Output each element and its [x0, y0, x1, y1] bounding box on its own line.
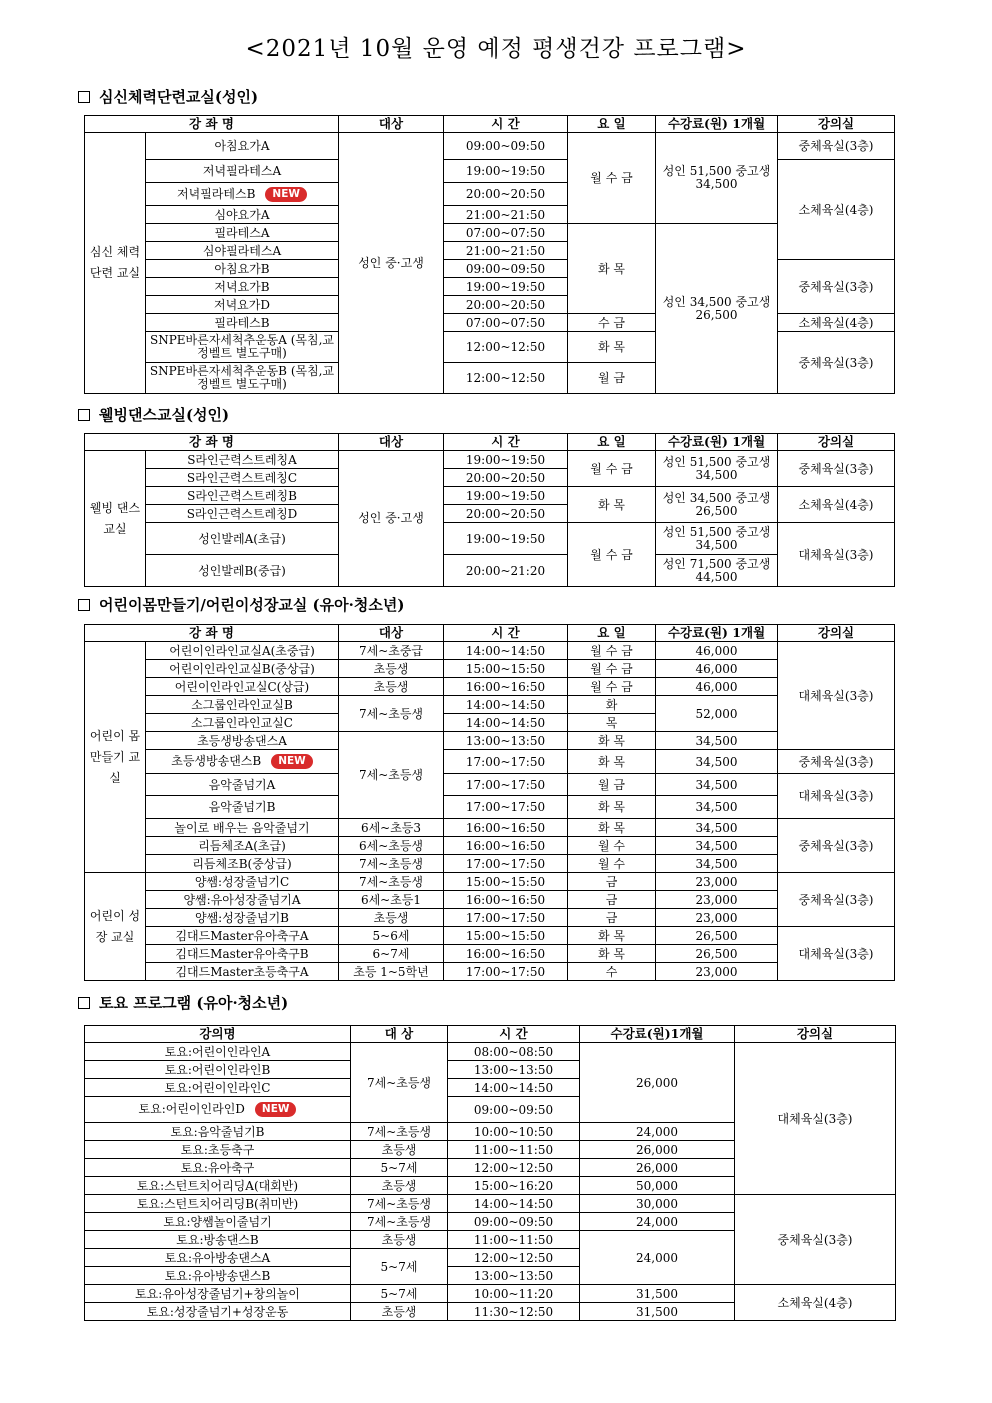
- category-cell: 심신 체력 단련 교실: [85, 133, 146, 394]
- table-2: [84, 433, 895, 587]
- day-cell: 화 목: [568, 796, 656, 819]
- target-cell: 초등생: [339, 909, 444, 927]
- day-cell: 수 금: [568, 314, 656, 332]
- time-cell: 07:00~07:50: [444, 224, 568, 242]
- fee-cell: 23,000: [656, 963, 778, 981]
- room-cell: 중체육실(3층): [735, 1195, 896, 1285]
- fee-cell: 23,000: [656, 873, 778, 891]
- table-row: [85, 963, 895, 981]
- course-name: 어린이인라인교실A(초중급): [146, 642, 339, 660]
- course-name: 아침요가B: [146, 260, 339, 278]
- time-cell: 19:00~19:50: [444, 451, 568, 469]
- target-cell: 초등생: [339, 678, 444, 696]
- target-cell: 5~7세: [351, 1159, 448, 1177]
- day-cell: 월 금: [568, 363, 656, 394]
- course-name-text: 초등생방송댄스B: [171, 754, 262, 768]
- table-row: [85, 678, 895, 696]
- table-row: [85, 642, 895, 660]
- header-fee: 수강료(원) 1개월: [656, 434, 778, 451]
- course-name: SNPE바른자세척추운동B (목침,교정벨트 별도구매): [146, 363, 339, 394]
- target-cell: 초등생: [351, 1303, 448, 1321]
- time-cell: 17:00~17:50: [444, 909, 568, 927]
- target-cell: 초등생: [351, 1231, 448, 1249]
- fee-cell: 성인 34,500 중고생 26,500: [656, 224, 778, 394]
- course-name: 토요:유아성장줄넘기+창의놀이: [85, 1285, 351, 1303]
- time-cell: 15:00~15:50: [444, 873, 568, 891]
- course-name: 어린이인라인교실C(상급): [146, 678, 339, 696]
- day-cell: 화 목: [568, 332, 656, 363]
- checkbox-icon: [78, 91, 90, 103]
- header-name: 강 좌 명: [85, 625, 339, 642]
- fee-cell: 34,500: [656, 796, 778, 819]
- course-name: 음악줄넘기A: [146, 774, 339, 796]
- header-time: 시 간: [448, 1026, 580, 1043]
- time-cell: 12:00~12:50: [444, 363, 568, 394]
- fee-cell: 26,000: [580, 1043, 735, 1123]
- time-cell: 16:00~16:50: [444, 678, 568, 696]
- table-row: [85, 523, 895, 555]
- table-row: [85, 224, 895, 242]
- target-cell: 7세~초등생: [339, 732, 444, 819]
- table-3: [84, 624, 895, 981]
- time-cell: 11:00~11:50: [448, 1231, 580, 1249]
- course-name: 토요:방송댄스B: [85, 1231, 351, 1249]
- fee-cell: 34,500: [656, 855, 778, 873]
- course-name: 초등생방송댄스A: [146, 732, 339, 750]
- course-name: 김대드Master유아축구A: [146, 927, 339, 945]
- course-name: 토요:유아방송댄스B: [85, 1267, 351, 1285]
- header-room: 강의실: [778, 116, 895, 133]
- time-cell: 07:00~07:50: [444, 314, 568, 332]
- course-name: 토요:유아방송댄스A: [85, 1249, 351, 1267]
- day-cell: 월 금: [568, 774, 656, 796]
- time-cell: 12:00~12:50: [448, 1159, 580, 1177]
- table-row: [85, 660, 895, 678]
- course-name: 성인발레B(중급): [146, 555, 339, 587]
- day-cell: 화: [568, 696, 656, 714]
- checkbox-icon: [78, 409, 90, 421]
- fee-cell: 31,500: [580, 1285, 735, 1303]
- section2-title: 웰빙댄스교실(성인): [99, 406, 230, 424]
- target-cell: 6세~초등3: [339, 819, 444, 837]
- table-header-row: [85, 625, 895, 642]
- header-time: 시 간: [444, 434, 568, 451]
- target-cell: 초등생: [351, 1177, 448, 1195]
- time-cell: 10:00~10:50: [448, 1123, 580, 1141]
- time-cell: 20:00~20:50: [444, 183, 568, 206]
- table-row: [85, 732, 895, 750]
- day-cell: 화 목: [568, 487, 656, 523]
- table-row: [85, 750, 895, 774]
- room-cell: 소체육실(4층): [778, 314, 895, 332]
- course-name: 놀이로 배우는 음악줄넘기: [146, 819, 339, 837]
- section4-title: 토요 프로그램 (유아·청소년): [99, 994, 289, 1012]
- category-cell: 웰빙 댄스 교실: [85, 451, 146, 587]
- target-cell: 초등생: [339, 660, 444, 678]
- new-badge: NEW: [255, 1102, 297, 1117]
- fee-cell: 30,000: [580, 1195, 735, 1213]
- table-row: [85, 891, 895, 909]
- room-cell: 중체육실(3층): [778, 819, 895, 873]
- fee-cell: 34,500: [656, 819, 778, 837]
- time-cell: 09:00~09:50: [448, 1097, 580, 1123]
- day-cell: 금: [568, 873, 656, 891]
- header-name: 강 좌 명: [85, 116, 339, 133]
- header-name: 강 좌 명: [85, 434, 339, 451]
- time-cell: 09:00~09:50: [448, 1213, 580, 1231]
- header-fee: 수강료(원) 1개월: [656, 625, 778, 642]
- table-row: [85, 945, 895, 963]
- target-cell: 7세~초등생: [351, 1213, 448, 1231]
- time-cell: 20:00~21:20: [444, 555, 568, 587]
- time-cell: 11:30~12:50: [448, 1303, 580, 1321]
- course-name: 토요:어린이인라인B: [85, 1061, 351, 1079]
- day-cell: 월 수: [568, 837, 656, 855]
- time-cell: 16:00~16:50: [444, 891, 568, 909]
- day-cell: 화 목: [568, 732, 656, 750]
- table-row: [85, 774, 895, 796]
- fee-cell: 34,500: [656, 774, 778, 796]
- course-name: 양쌤:유아성장줄넘기A: [146, 891, 339, 909]
- target-cell: 7세~초등생: [339, 873, 444, 891]
- course-name: 토요:초등축구: [85, 1141, 351, 1159]
- table-1: [84, 115, 895, 394]
- table-header-row: [85, 116, 895, 133]
- header-name: 강의명: [85, 1026, 351, 1043]
- day-cell: 월 수 금: [568, 133, 656, 224]
- fee-cell: 23,000: [656, 891, 778, 909]
- fee-cell: 31,500: [580, 1303, 735, 1321]
- time-cell: 21:00~21:50: [444, 242, 568, 260]
- header-time: 시 간: [444, 625, 568, 642]
- table-row: [85, 1043, 896, 1061]
- table-row: [85, 855, 895, 873]
- course-name: 저녁필라테스A: [146, 160, 339, 183]
- time-cell: 13:00~13:50: [448, 1267, 580, 1285]
- fee-cell: 52,000: [656, 696, 778, 732]
- course-name: 성인발레A(초급): [146, 523, 339, 555]
- fee-cell: 46,000: [656, 642, 778, 660]
- header-target: 대상: [339, 434, 444, 451]
- room-cell: 중체육실(3층): [778, 133, 895, 160]
- table-row: [85, 837, 895, 855]
- fee-cell: 26,000: [580, 1141, 735, 1159]
- time-cell: 17:00~17:50: [444, 796, 568, 819]
- target-cell: 5~7세: [351, 1249, 448, 1285]
- target-cell: 초등 1~5학년: [339, 963, 444, 981]
- course-name: 토요:성장줄넘기+성장운동: [85, 1303, 351, 1321]
- day-cell: 화 목: [568, 945, 656, 963]
- time-cell: 19:00~19:50: [444, 487, 568, 505]
- target-cell: 초등생: [351, 1141, 448, 1159]
- table-row: [85, 819, 895, 837]
- target-cell: 6세~초등생: [339, 837, 444, 855]
- time-cell: 08:00~08:50: [448, 1043, 580, 1061]
- section1-title: 심신체력단련교실(성인): [99, 88, 259, 106]
- room-cell: 대체육실(3층): [778, 774, 895, 819]
- room-cell: 중체육실(3층): [778, 873, 895, 927]
- time-cell: 15:00~16:20: [448, 1177, 580, 1195]
- header-fee: 수강료(원)1개월: [580, 1026, 735, 1043]
- time-cell: 20:00~20:50: [444, 505, 568, 523]
- fee-cell: 34,500: [656, 732, 778, 750]
- table-row: [85, 1285, 896, 1303]
- room-cell: 대체육실(3층): [778, 927, 895, 981]
- course-name: 토요:스턴트치어리딩A(대회반): [85, 1177, 351, 1195]
- time-cell: 16:00~16:50: [444, 837, 568, 855]
- time-cell: 17:00~17:50: [444, 963, 568, 981]
- fee-cell: 24,000: [580, 1123, 735, 1141]
- target-cell: 5~7세: [351, 1285, 448, 1303]
- time-cell: 14:00~14:50: [444, 642, 568, 660]
- day-cell: 화 목: [568, 224, 656, 314]
- time-cell: 15:00~15:50: [444, 660, 568, 678]
- course-name: 저녁요가B: [146, 278, 339, 296]
- header-target: 대 상: [351, 1026, 448, 1043]
- section3-heading: [78, 594, 404, 615]
- time-cell: 14:00~14:50: [448, 1079, 580, 1097]
- fee-cell: 50,000: [580, 1177, 735, 1195]
- target-cell: 6세~초등1: [339, 891, 444, 909]
- target-cell: 6~7세: [339, 945, 444, 963]
- target-cell: 성인 중·고생: [339, 133, 444, 394]
- day-cell: 월 수 금: [568, 523, 656, 587]
- course-name: 어린이인라인교실B(중상급): [146, 660, 339, 678]
- fee-cell: 46,000: [656, 660, 778, 678]
- table-row: [85, 555, 895, 587]
- fee-cell: 24,000: [580, 1213, 735, 1231]
- time-cell: 14:00~14:50: [444, 696, 568, 714]
- fee-cell: 성인 71,500 중고생 44,500: [656, 555, 778, 587]
- table-row: [85, 1195, 896, 1213]
- day-cell: 화 목: [568, 927, 656, 945]
- header-room: 강의실: [735, 1026, 896, 1043]
- course-name: 리듬체조B(중상급): [146, 855, 339, 873]
- time-cell: 12:00~12:50: [444, 332, 568, 363]
- target-cell: 성인 중·고생: [339, 451, 444, 587]
- time-cell: 17:00~17:50: [444, 774, 568, 796]
- table-row: [85, 873, 895, 891]
- course-name: S라인근력스트레칭B: [146, 487, 339, 505]
- course-name-new: [85, 1097, 351, 1123]
- time-cell: 19:00~19:50: [444, 523, 568, 555]
- header-room: 강의실: [778, 625, 895, 642]
- fee-cell: 34,500: [656, 750, 778, 774]
- time-cell: 19:00~19:50: [444, 160, 568, 183]
- time-cell: 12:00~12:50: [448, 1249, 580, 1267]
- time-cell: 21:00~21:50: [444, 206, 568, 224]
- time-cell: 14:00~14:50: [448, 1195, 580, 1213]
- course-name: 소그룹인라인교실B: [146, 696, 339, 714]
- table-row: [85, 696, 895, 714]
- course-name: 양쌤:성장줄넘기B: [146, 909, 339, 927]
- checkbox-icon: [78, 599, 90, 611]
- fee-cell: 34,500: [656, 837, 778, 855]
- header-fee: 수강료(원) 1개월: [656, 116, 778, 133]
- course-name: 토요:어린이인라인C: [85, 1079, 351, 1097]
- day-cell: 월 수 금: [568, 451, 656, 487]
- category-cell: 어린이 성장 교실: [85, 873, 146, 981]
- fee-cell: 26,500: [656, 945, 778, 963]
- course-name: S라인근력스트레칭C: [146, 469, 339, 487]
- day-cell: 월 수 금: [568, 660, 656, 678]
- table-row: [85, 927, 895, 945]
- header-time: 시 간: [444, 116, 568, 133]
- fee-cell: 성인 51,500 중고생 34,500: [656, 523, 778, 555]
- target-cell: 5~6세: [339, 927, 444, 945]
- course-name: 저녁요가D: [146, 296, 339, 314]
- fee-cell: 성인 34,500 중고생 26,500: [656, 487, 778, 523]
- time-cell: 17:00~17:50: [444, 750, 568, 774]
- course-name-text: 토요:어린이인라인D: [138, 1102, 245, 1116]
- header-room: 강의실: [778, 434, 895, 451]
- room-cell: 중체육실(3층): [778, 750, 895, 774]
- target-cell: 7세~초등생: [351, 1123, 448, 1141]
- fee-cell: 24,000: [580, 1231, 735, 1285]
- room-cell: 중체육실(3층): [778, 451, 895, 487]
- section1-heading: [78, 86, 258, 107]
- course-name: 토요:양쌤놀이줄넘기: [85, 1213, 351, 1231]
- page-title: <2021년 10월 운영 예정 평생건강 프로그램>: [245, 36, 747, 62]
- section2-heading: [78, 404, 229, 425]
- fee-cell: 성인 51,500 중고생 34,500: [656, 133, 778, 224]
- course-name: S라인근력스트레칭A: [146, 451, 339, 469]
- day-cell: 화 목: [568, 750, 656, 774]
- day-cell: 월 수 금: [568, 642, 656, 660]
- fee-cell: 26,500: [656, 927, 778, 945]
- time-cell: 09:00~09:50: [444, 260, 568, 278]
- table-row: [85, 796, 895, 819]
- room-cell: 중체육실(3층): [778, 260, 895, 314]
- header-day: 요 일: [568, 434, 656, 451]
- table-4: [84, 1025, 896, 1321]
- room-cell: 소체육실(4층): [778, 487, 895, 523]
- course-name: 소그룹인라인교실C: [146, 714, 339, 732]
- fee-cell: 46,000: [656, 678, 778, 696]
- target-cell: 7세~초등생: [351, 1195, 448, 1213]
- course-name: 김대드Master초등축구A: [146, 963, 339, 981]
- course-name: 심야필라테스A: [146, 242, 339, 260]
- target-cell: 7세~초등생: [351, 1043, 448, 1123]
- room-cell: 소체육실(4층): [778, 160, 895, 260]
- section3-title: 어린이몸만들기/어린이성장교실 (유아·청소년): [99, 596, 405, 614]
- course-name: S라인근력스트레칭D: [146, 505, 339, 523]
- course-name: 토요:스턴트치어리딩B(취미반): [85, 1195, 351, 1213]
- course-name: 토요:유아축구: [85, 1159, 351, 1177]
- time-cell: 16:00~16:50: [444, 819, 568, 837]
- course-name-new: [146, 183, 339, 206]
- header-target: 대상: [339, 625, 444, 642]
- course-name: 토요:음악줄넘기B: [85, 1123, 351, 1141]
- time-cell: 14:00~14:50: [444, 714, 568, 732]
- course-name: 필라테스B: [146, 314, 339, 332]
- table-header-row: [85, 434, 895, 451]
- table-row: [85, 487, 895, 505]
- day-cell: 금: [568, 891, 656, 909]
- course-name: 필라테스A: [146, 224, 339, 242]
- room-cell: 대체육실(3층): [778, 523, 895, 587]
- day-cell: 월 수: [568, 855, 656, 873]
- course-name: 김대드Master유아축구B: [146, 945, 339, 963]
- time-cell: 17:00~17:50: [444, 855, 568, 873]
- course-name: 아침요가A: [146, 133, 339, 160]
- room-cell: 대체육실(3층): [778, 642, 895, 750]
- day-cell: 월 수 금: [568, 678, 656, 696]
- table-header-row: [85, 1026, 896, 1043]
- course-name-new: [146, 750, 339, 774]
- course-name: SNPE바른자세척추운동A (목침,교정벨트 별도구매): [146, 332, 339, 363]
- new-badge: NEW: [271, 754, 313, 769]
- day-cell: 목: [568, 714, 656, 732]
- target-cell: 7세~초등생: [339, 855, 444, 873]
- new-badge: NEW: [265, 187, 307, 202]
- time-cell: 16:00~16:50: [444, 945, 568, 963]
- header-day: 요 일: [568, 116, 656, 133]
- time-cell: 20:00~20:50: [444, 296, 568, 314]
- fee-cell: 성인 51,500 중고생 34,500: [656, 451, 778, 487]
- course-name: 음악줄넘기B: [146, 796, 339, 819]
- course-name: 양쌤:성장줄넘기C: [146, 873, 339, 891]
- table-row: [85, 909, 895, 927]
- day-cell: 수: [568, 963, 656, 981]
- course-name: 리듬체조A(초급): [146, 837, 339, 855]
- table-row: [85, 451, 895, 469]
- category-cell: 어린이 몸 만들기 교실: [85, 642, 146, 873]
- section4-heading: [78, 992, 288, 1013]
- time-cell: 13:00~13:50: [444, 732, 568, 750]
- header-target: 대상: [339, 116, 444, 133]
- checkbox-icon: [78, 997, 90, 1009]
- target-cell: 7세~초중급: [339, 642, 444, 660]
- time-cell: 20:00~20:50: [444, 469, 568, 487]
- room-cell: 소체육실(4층): [735, 1285, 896, 1321]
- time-cell: 10:00~11:20: [448, 1285, 580, 1303]
- day-cell: 금: [568, 909, 656, 927]
- course-name: 토요:어린이인라인A: [85, 1043, 351, 1061]
- course-name: 심야요가A: [146, 206, 339, 224]
- time-cell: 19:00~19:50: [444, 278, 568, 296]
- time-cell: 13:00~13:50: [448, 1061, 580, 1079]
- day-cell: 화 목: [568, 819, 656, 837]
- fee-cell: 26,000: [580, 1159, 735, 1177]
- room-cell: 대체육실(3층): [735, 1043, 896, 1195]
- fee-cell: 23,000: [656, 909, 778, 927]
- target-cell: 7세~초등생: [339, 696, 444, 732]
- time-cell: 11:00~11:50: [448, 1141, 580, 1159]
- time-cell: 09:00~09:50: [444, 133, 568, 160]
- table-row: [85, 133, 895, 160]
- time-cell: 15:00~15:50: [444, 927, 568, 945]
- room-cell: 중체육실(3층): [778, 332, 895, 394]
- header-day: 요 일: [568, 625, 656, 642]
- course-name-text: 저녁필라테스B: [177, 186, 256, 201]
